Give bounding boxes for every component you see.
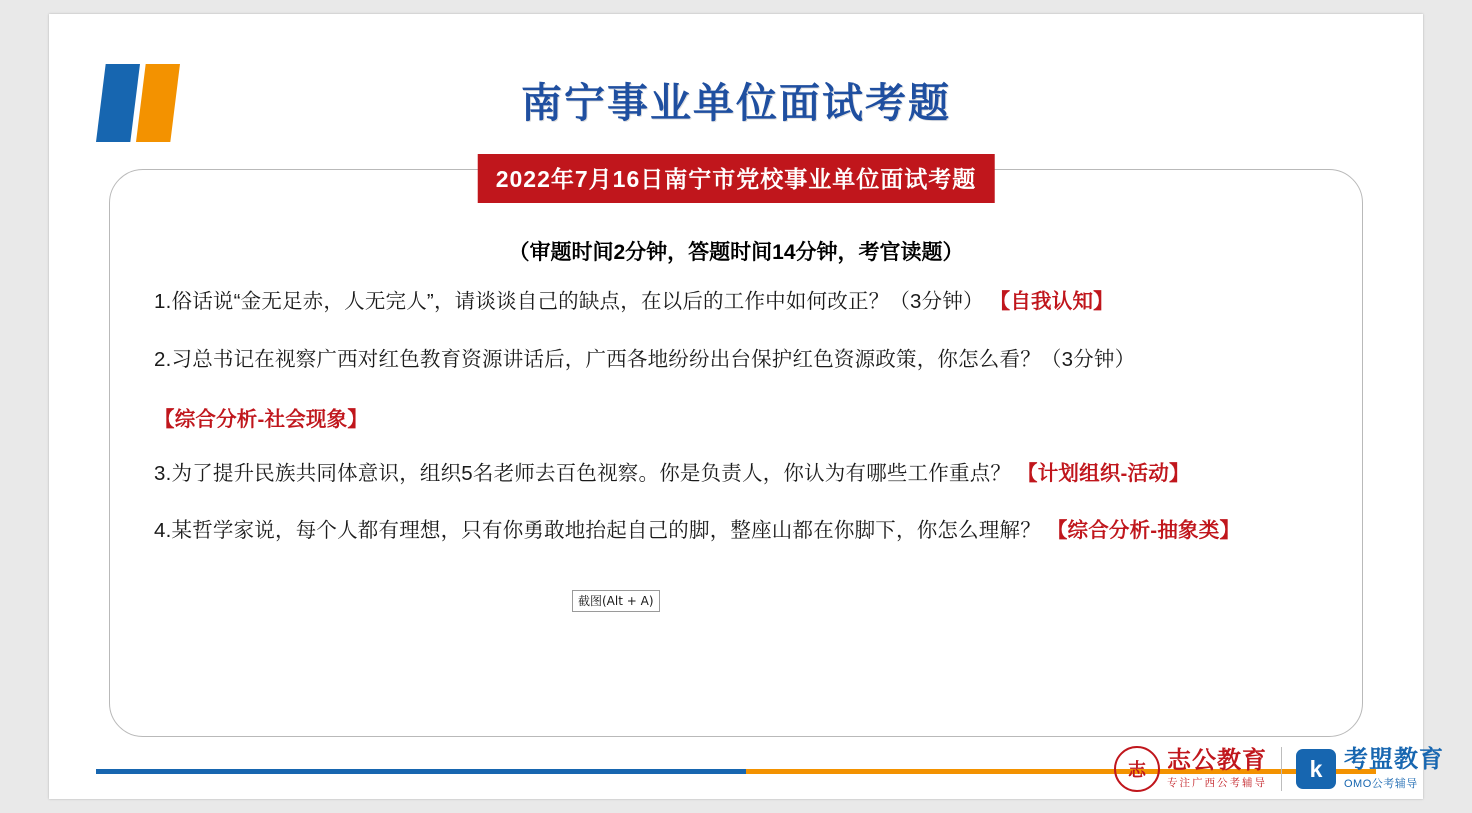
question-text: 1.俗话说“金无足赤，人无完人”，请谈谈自己的缺点，在以后的工作中如何改正？（3分钟） bbox=[154, 290, 984, 313]
footer-logos bbox=[1114, 740, 1472, 798]
zhigong-text bbox=[1167, 748, 1267, 790]
footer-divider-blue bbox=[96, 769, 746, 774]
question-list bbox=[154, 286, 1354, 573]
zhigong-slogan: 专注广西公考辅导 bbox=[1167, 777, 1267, 790]
screenshot-hint-tooltip: 截图(Alt + A) bbox=[572, 590, 660, 612]
kaomeng-text bbox=[1344, 747, 1444, 790]
question-tag-standalone: 【综合分析-社会现象】 bbox=[154, 407, 369, 431]
banner-label: 2022年7月16日南宁市党校事业单位面试考题 bbox=[478, 154, 995, 203]
question-item bbox=[154, 515, 1354, 547]
question-text: 3.为了提升民族共同体意识，组织5名老师去百色视察。你是负责人，你认为有哪些工作重点？ bbox=[154, 461, 1012, 485]
question-tag: 【综合分析-抽象类】 bbox=[1046, 519, 1241, 543]
zhigong-name: 志公教育 bbox=[1167, 746, 1267, 774]
kaomeng-mark-icon: k bbox=[1296, 749, 1336, 789]
question-item bbox=[154, 458, 1354, 490]
question-tag: 【自我认知】 bbox=[989, 290, 1114, 313]
zhigong-seal-icon: 志 bbox=[1114, 746, 1160, 792]
question-text: 2.习总书记在视察广西对红色教育资源讲话后，广西各地纷纷出台保护红色资源政策，你怎么看？（3分钟） bbox=[154, 347, 1136, 371]
page-title: 南宁事业单位面试考题 bbox=[521, 80, 951, 126]
question-item bbox=[154, 344, 1354, 376]
kaomeng-name: 考盟教育 bbox=[1344, 746, 1444, 774]
slide bbox=[49, 14, 1444, 799]
zhigong-logo bbox=[1114, 746, 1267, 792]
logo-divider bbox=[1281, 747, 1282, 791]
kaomeng-slogan: OMO公考辅导 bbox=[1344, 777, 1418, 790]
exam-timing-note: （审题时间2分钟，答题时间14分钟，考官读题） bbox=[508, 241, 964, 264]
question-tag: 【计划组织-活动】 bbox=[1017, 461, 1190, 485]
question-text: 4.某哲学家说，每个人都有理想，只有你勇敢地抬起自己的脚，整座山都在你脚下，你怎么理解？ bbox=[154, 519, 1041, 543]
question-item bbox=[154, 286, 1354, 318]
kaomeng-logo bbox=[1296, 747, 1444, 790]
